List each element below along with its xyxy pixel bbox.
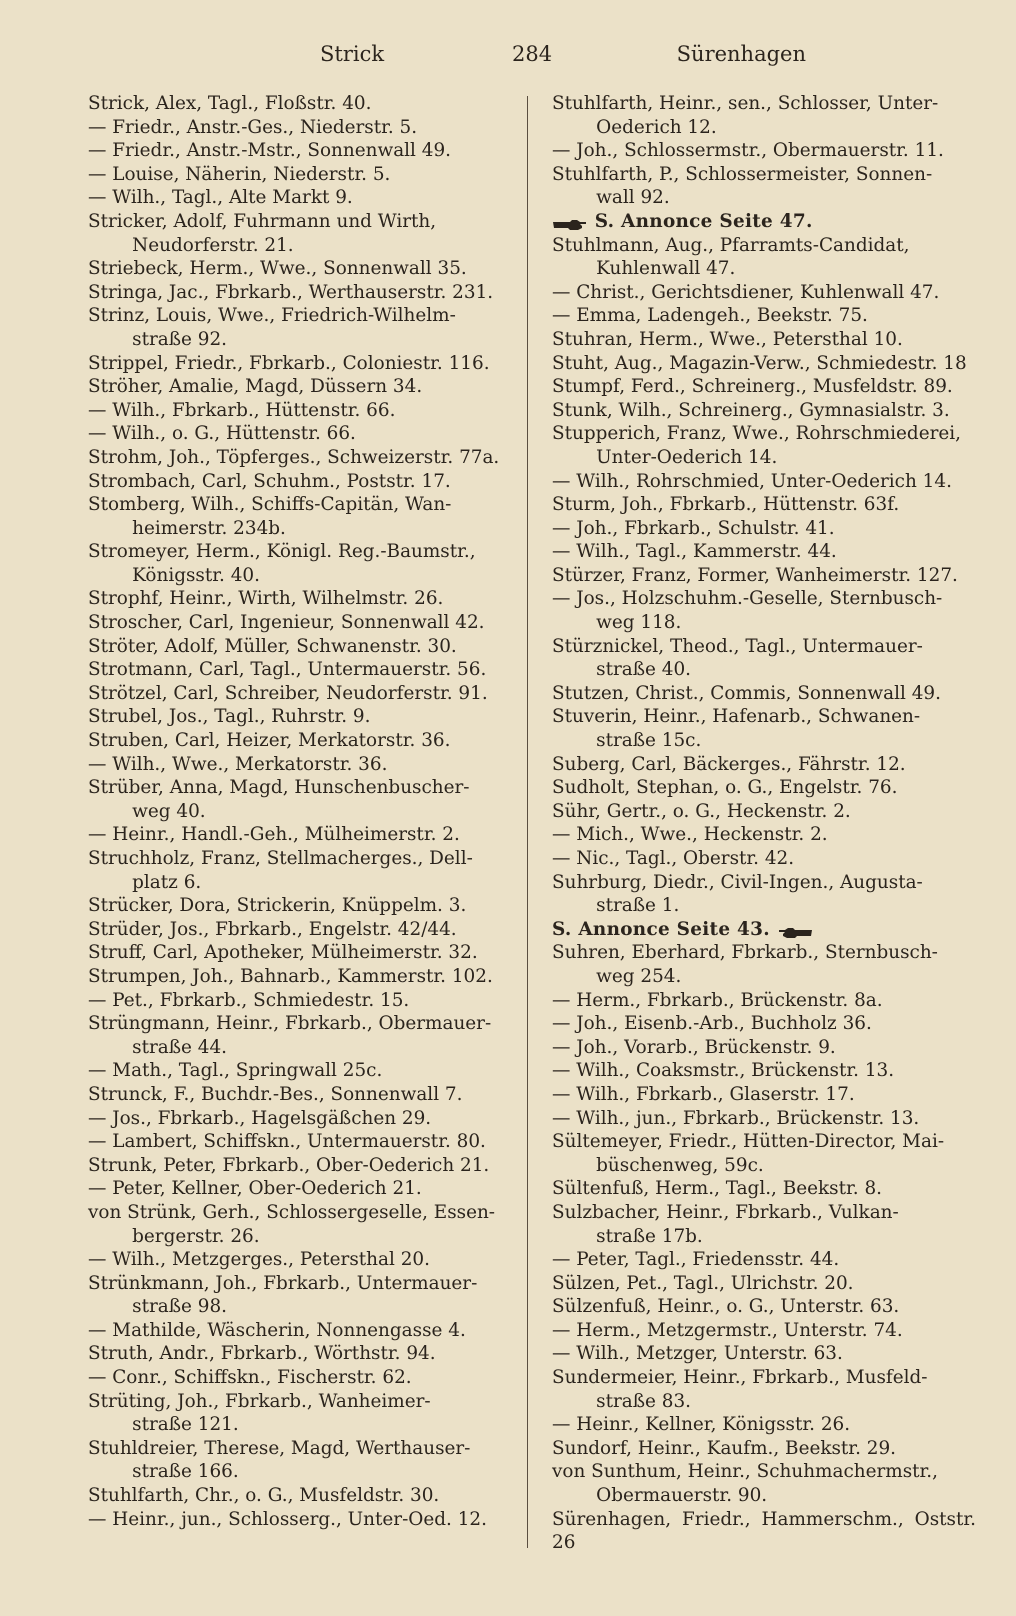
entry-line: — Wilh., jun., Fbrkarb., Brückenstr. 13. <box>552 1107 920 1129</box>
directory-entry <box>88 257 514 281</box>
entry-line: Stroscher, Carl, Ingenieur, Sonnenwall 42. <box>88 612 485 634</box>
entry-continuation: straße 121. <box>132 1414 239 1436</box>
entry-line: Strüber, Anna, Magd, Hunschenbuscher- <box>88 777 470 799</box>
entry-line: — Wilh., Fbrkarb., Glaserstr. 17. <box>552 1083 855 1105</box>
entry-line: — Wilh., Coaksmstr., Brückenstr. 13. <box>552 1060 895 1082</box>
directory-entry <box>552 1272 976 1296</box>
entry-line: Stuhran, Herm., Wwe., Petersthal 10. <box>552 328 903 350</box>
entry-line: — Joh., Schlossermstr., Obermauerstr. 11. <box>552 140 944 162</box>
entry-line: Sundermeier, Heinr., Fbrkarb., Musfeld- <box>552 1367 928 1389</box>
entry-line: Stuhldreier, Therese, Magd, Werthauser- <box>88 1437 471 1459</box>
directory-entry <box>552 705 976 752</box>
directory-entry <box>88 139 514 163</box>
directory-entry <box>552 1437 976 1461</box>
directory-entry <box>552 1201 976 1248</box>
entry-line: — Lambert, Schiffskn., Untermauerstr. 80. <box>88 1131 486 1153</box>
directory-entry <box>552 800 976 824</box>
directory-entry <box>88 587 514 611</box>
directory-entry <box>552 1508 976 1555</box>
right-column <box>552 92 976 1555</box>
entry-line: — Wilh., Metzgerges., Petersthal 20. <box>88 1249 430 1271</box>
entry-continuation: straße 98. <box>132 1296 228 1318</box>
entry-continuation: Königsstr. 40. <box>132 564 260 586</box>
directory-entry <box>88 989 514 1013</box>
directory-entry <box>552 328 976 352</box>
directory-entry <box>552 1295 976 1319</box>
annonce-text: S. Annonce Seite 47. <box>594 210 813 232</box>
entry-line: — Joh., Eisenb.-Arb., Buchholz 36. <box>552 1013 872 1035</box>
directory-entry <box>88 965 514 989</box>
entry-continuation: Obermauerstr. 90. <box>596 1485 768 1507</box>
entry-line: Struchholz, Franz, Stellmacherges., Dell- <box>88 848 473 869</box>
directory-entry <box>88 1154 514 1178</box>
directory-entry <box>552 352 976 376</box>
directory-entry <box>88 1107 514 1131</box>
entry-line: Stutzen, Christ., Commis, Sonnenwall 49. <box>552 682 941 704</box>
directory-entry <box>88 1319 514 1343</box>
entry-line: — Math., Tagl., Springwall 25c. <box>88 1060 383 1082</box>
entry-continuation: straße 44. <box>132 1036 228 1058</box>
entry-line: Stupperich, Franz, Wwe., Rohrschmiederei, <box>552 423 961 445</box>
directory-entry <box>88 375 514 399</box>
directory-entry <box>552 281 976 305</box>
directory-entry <box>552 92 976 139</box>
entry-line: Stuverin, Heinr., Hafenarb., Schwanen- <box>552 706 921 728</box>
directory-entry <box>88 776 514 823</box>
directory-entry <box>552 470 976 494</box>
entry-continuation: weg 254. <box>596 965 682 987</box>
directory-entry <box>552 1107 976 1131</box>
entry-line: — Pet., Fbrkarb., Schmiedestr. 15. <box>88 989 410 1011</box>
entry-line: — Wilh., Fbrkarb., Hüttenstr. 66. <box>88 399 396 421</box>
directory-entry <box>552 517 976 541</box>
directory-entry <box>552 776 976 800</box>
entry-line: Strunck, F., Buchdr.-Bes., Sonnenwall 7. <box>88 1083 463 1105</box>
entry-line: von Strünk, Gerh., Schlossergeselle, Essen- <box>88 1201 496 1223</box>
directory-entry <box>88 163 514 187</box>
page-header <box>88 42 932 74</box>
directory-entry <box>552 1130 976 1177</box>
directory-entry <box>88 1508 514 1532</box>
entry-line: — Conr., Schiffskn., Fischerstr. 62. <box>88 1367 412 1389</box>
entry-continuation: weg 118. <box>596 612 682 634</box>
entry-continuation: straße 15c. <box>596 730 702 752</box>
entry-line: Stromeyer, Herm., Königl. Reg.-Baumstr., <box>88 541 476 563</box>
directory-entry <box>88 682 514 706</box>
entry-line: — Peter, Tagl., Friedensstr. 44. <box>552 1249 840 1271</box>
directory-entry <box>88 422 514 446</box>
entry-continuation: straße 166. <box>132 1461 239 1483</box>
directory-entry <box>88 729 514 753</box>
entry-line: — Wilh., Tagl., Kammerstr. 44. <box>552 541 837 563</box>
directory-entry <box>88 1437 514 1484</box>
entry-line: Strüngmann, Heinr., Fbrkarb., Obermauer- <box>88 1013 492 1035</box>
directory-entry <box>552 635 976 682</box>
directory-entry <box>552 139 976 163</box>
directory-entry <box>88 540 514 587</box>
entry-line: Stürznickel, Theod., Tagl., Untermauer- <box>552 635 923 657</box>
entry-line: Strüder, Jos., Fbrkarb., Engelstr. 42/44. <box>88 918 457 940</box>
entry-line: — Wilh., Rohrschmied, Unter-Oederich 14. <box>552 470 952 492</box>
directory-entry <box>88 1177 514 1201</box>
entry-line: Stuhlfarth, Chr., o. G., Musfeldstr. 30. <box>88 1485 440 1507</box>
entry-continuation: Unter-Oederich 14. <box>596 446 778 468</box>
directory-entry <box>552 1036 976 1060</box>
entry-line: — Mathilde, Wäscherin, Nonnengasse 4. <box>88 1319 466 1341</box>
directory-entry <box>552 1248 976 1272</box>
directory-entry <box>552 682 976 706</box>
directory-entry <box>552 1460 976 1507</box>
directory-entry <box>552 941 976 988</box>
entry-line: — Jos., Holzschuhm.-Geselle, Sternbusch- <box>552 588 943 610</box>
entry-continuation: straße 92. <box>132 328 228 350</box>
entry-line: Stuht, Aug., Magazin-Verw., Schmiedestr. 18 <box>552 352 967 374</box>
entry-line: Strick, Alex, Tagl., Floßstr. 40. <box>88 93 372 114</box>
entry-line: Stringa, Jac., Fbrkarb., Werthauserstr. 231. <box>88 281 494 303</box>
directory-entry <box>88 493 514 540</box>
directory-entry <box>88 186 514 210</box>
entry-continuation: Kuhlenwall 47. <box>596 258 736 280</box>
annonce-text: S. Annonce Seite 43. <box>552 918 770 940</box>
entry-line: Stuhlfarth, Heinr., sen., Schlosser, Unter- <box>552 93 939 114</box>
entry-line: — Wilh., o. G., Hüttenstr. 66. <box>88 423 356 445</box>
directory-entry <box>88 352 514 376</box>
entry-line: von Sunthum, Heinr., Schuhmachermstr., <box>552 1461 938 1483</box>
directory-entry <box>552 753 976 777</box>
directory-entry <box>552 234 976 281</box>
entry-line: Sudholt, Stephan, o. G., Engelstr. 76. <box>552 777 898 799</box>
directory-entry <box>88 399 514 423</box>
entry-continuation: straße 40. <box>596 659 692 681</box>
entry-line: — Herm., Metzgermstr., Unterstr. 74. <box>552 1319 903 1341</box>
directory-entry <box>552 871 976 918</box>
entry-line: Suhrburg, Diedr., Civil-Ingen., Augusta- <box>552 871 923 893</box>
entry-line: Sundorf, Heinr., Kaufm., Beekstr. 29. <box>552 1437 897 1459</box>
entry-line: Ströher, Amalie, Magd, Düssern 34. <box>88 376 423 398</box>
directory-entry <box>552 1059 976 1083</box>
directory-entry <box>88 1272 514 1319</box>
entry-continuation: heimerstr. 234b. <box>132 517 286 539</box>
entry-line: Sültenfuß, Herm., Tagl., Beekstr. 8. <box>552 1178 883 1200</box>
directory-entry <box>88 635 514 659</box>
directory-entry <box>88 847 514 894</box>
entry-continuation: Neudorferstr. 21. <box>132 234 294 256</box>
entry-line: — Wilh., Metzger, Unterstr. 63. <box>552 1343 843 1365</box>
left-column <box>88 92 514 1531</box>
entry-line: Struth, Andr., Fbrkarb., Wörthstr. 94. <box>88 1343 436 1365</box>
directory-entry <box>552 1342 976 1366</box>
directory-entry <box>88 210 514 257</box>
directory-entry <box>552 1413 976 1437</box>
entry-line: Strüting, Joh., Fbrkarb., Wanheimer- <box>88 1390 431 1412</box>
entry-line: Sühr, Gertr., o. G., Heckenstr. 2. <box>552 800 851 822</box>
entry-line: Strohm, Joh., Töpferges., Schweizerstr. 77a. <box>88 446 500 468</box>
directory-entry <box>552 1177 976 1201</box>
directory-entry <box>88 823 514 847</box>
directory-entry <box>552 847 976 871</box>
entry-line: Ströter, Adolf, Müller, Schwanenstr. 30. <box>88 635 457 657</box>
directory-entry <box>552 540 976 564</box>
entry-line: — Peter, Kellner, Ober-Oederich 21. <box>88 1178 422 1200</box>
entry-line: Strumpen, Joh., Bahnarb., Kammerstr. 102. <box>88 965 493 987</box>
entry-continuation: straße 1. <box>596 895 680 917</box>
entry-line: Stomberg, Wilh., Schiffs-Capitän, Wan- <box>88 494 452 516</box>
directory-entry <box>88 611 514 635</box>
directory-entry <box>88 753 514 777</box>
directory-entry <box>88 1484 514 1508</box>
directory-entry <box>552 422 976 469</box>
entry-line: — Louise, Näherin, Niederstr. 5. <box>88 163 391 185</box>
directory-entry <box>88 470 514 494</box>
directory-entry <box>88 1342 514 1366</box>
directory-entry <box>88 446 514 470</box>
directory-entry <box>552 1083 976 1107</box>
directory-entry <box>88 304 514 351</box>
entry-continuation: straße 17b. <box>596 1225 703 1247</box>
entry-line: — Joh., Fbrkarb., Schulstr. 41. <box>552 517 835 539</box>
entry-line: Sülzen, Pet., Tagl., Ulrichstr. 20. <box>552 1272 854 1294</box>
directory-entry <box>552 375 976 399</box>
entry-line: Sürenhagen, Friedr., Hammerschm., Oststr. 26 <box>552 1508 976 1554</box>
directory-entry <box>88 1130 514 1154</box>
entry-line: Stuhlfarth, P., Schlossermeister, Sonnen- <box>552 163 933 185</box>
entry-line: — Heinr., Kellner, Königsstr. 26. <box>552 1414 851 1436</box>
annonce-reference <box>552 210 976 234</box>
directory-entry <box>88 941 514 965</box>
entry-continuation: wall 92. <box>596 187 670 209</box>
directory-entry <box>88 1201 514 1248</box>
entry-line: Strinz, Louis, Wwe., Friedrich-Wilhelm- <box>88 305 456 327</box>
directory-entry <box>552 564 976 588</box>
entry-line: — Jos., Fbrkarb., Hagelsgäßchen 29. <box>88 1107 432 1129</box>
entry-line: — Joh., Vorarb., Brückenstr. 9. <box>552 1036 836 1058</box>
entry-line: Struben, Carl, Heizer, Merkatorstr. 36. <box>88 730 451 752</box>
entry-line: Strotmann, Carl, Tagl., Untermauerstr. 56. <box>88 659 487 681</box>
entry-line: Suberg, Carl, Bäckerges., Fährstr. 12. <box>552 753 906 775</box>
directory-entry <box>552 1012 976 1036</box>
entry-line: — Wilh., Wwe., Merkatorstr. 36. <box>88 753 388 775</box>
annonce-reference <box>552 918 976 942</box>
entry-continuation: Oederich 12. <box>596 116 717 138</box>
directory-entry <box>552 587 976 634</box>
entry-line: — Mich., Wwe., Heckenstr. 2. <box>552 824 828 846</box>
entry-line: — Christ., Gerichtsdiener, Kuhlenwall 47. <box>552 281 940 303</box>
entry-line: — Heinr., Handl.-Geh., Mülheimerstr. 2. <box>88 824 460 846</box>
entry-line: — Friedr., Anstr.-Ges., Niederstr. 5. <box>88 116 418 138</box>
entry-line: Stricker, Adolf, Fuhrmann und Wirth, <box>88 210 437 232</box>
entry-line: Strombach, Carl, Schuhm., Poststr. 17. <box>88 470 451 492</box>
directory-entry <box>88 1083 514 1107</box>
entry-line: Stunk, Wilh., Schreinerg., Gymnasialstr. 3. <box>552 399 950 421</box>
entry-line: Strunk, Peter, Fbrkarb., Ober-Oederich 21. <box>88 1154 490 1176</box>
entry-line: Striebeck, Herm., Wwe., Sonnenwall 35. <box>88 258 467 280</box>
entry-continuation: bergerstr. 26. <box>132 1225 260 1247</box>
directory-entry <box>552 823 976 847</box>
directory-entry <box>88 1390 514 1437</box>
entry-line: Sülzenfuß, Heinr., o. G., Unterstr. 63. <box>552 1296 900 1318</box>
directory-entry <box>552 493 976 517</box>
header-left-keyword: Strick <box>320 42 385 66</box>
entry-continuation: platz 6. <box>132 871 202 893</box>
entry-line: Suhren, Eberhard, Fbrkarb., Sternbusch- <box>552 942 938 964</box>
directory-entry <box>88 1059 514 1083</box>
entry-line: — Friedr., Anstr.-Mstr., Sonnenwall 49. <box>88 140 452 162</box>
directory-entry <box>88 1012 514 1059</box>
entry-line: Strücker, Dora, Strickerin, Knüppelm. 3. <box>88 895 467 917</box>
entry-line: Stuhlmann, Aug., Pfarramts-Candidat, <box>552 234 910 256</box>
directory-entry <box>88 92 514 116</box>
entry-line: Strünkmann, Joh., Fbrkarb., Untermauer- <box>88 1272 478 1294</box>
directory-entry <box>88 281 514 305</box>
entry-line: Strippel, Friedr., Fbrkarb., Coloniestr. 116. <box>88 352 490 374</box>
entry-line: Stürzer, Franz, Former, Wanheimerstr. 127. <box>552 564 958 586</box>
directory-entry <box>88 894 514 918</box>
entry-line: — Heinr., jun., Schlosserg., Unter-Oed. 12. <box>88 1508 487 1530</box>
entry-continuation: straße 83. <box>596 1390 692 1412</box>
header-right-keyword: Sürenhagen <box>676 42 806 66</box>
directory-entry <box>88 1366 514 1390</box>
directory-entry <box>552 304 976 328</box>
entry-line: Sulzbacher, Heinr., Fbrkarb., Vulkan- <box>552 1201 899 1223</box>
directory-entry <box>552 989 976 1013</box>
directory-entry <box>88 918 514 942</box>
directory-entry <box>88 705 514 729</box>
directory-entry <box>552 163 976 210</box>
pointing-hand-icon <box>552 215 588 229</box>
entry-continuation: büschenweg, 59c. <box>596 1154 764 1176</box>
entry-continuation: weg 40. <box>132 800 206 822</box>
entry-line: Strubel, Jos., Tagl., Ruhrstr. 9. <box>88 706 371 728</box>
entry-line: Sültemeyer, Friedr., Hütten-Director, Mai- <box>552 1131 945 1153</box>
directory-entry <box>552 1366 976 1413</box>
directory-entry <box>88 1248 514 1272</box>
entry-line: — Herm., Fbrkarb., Brückenstr. 8a. <box>552 989 883 1011</box>
entry-line: — Nic., Tagl., Oberstr. 42. <box>552 848 795 869</box>
directory-entry <box>552 1319 976 1343</box>
entry-line: Strophf, Heinr., Wirth, Wilhelmstr. 26. <box>88 588 444 610</box>
entry-line: Sturm, Joh., Fbrkarb., Hüttenstr. 63f. <box>552 494 900 516</box>
entry-line: Strötzel, Carl, Schreiber, Neudorferstr. 91. <box>88 682 488 704</box>
pointing-hand-icon <box>777 923 813 937</box>
entry-line: Struff, Carl, Apotheker, Mülheimerstr. 32. <box>88 942 478 964</box>
directory-entry <box>552 399 976 423</box>
entry-line: — Wilh., Tagl., Alte Markt 9. <box>88 187 353 209</box>
page-number: 284 <box>512 42 553 66</box>
entry-line: — Emma, Ladengeh., Beekstr. 75. <box>552 305 868 327</box>
entry-line: Stumpf, Ferd., Schreinerg., Musfeldstr. 89. <box>552 376 953 398</box>
column-divider <box>527 96 528 1548</box>
directory-entry <box>88 658 514 682</box>
directory-entry <box>88 116 514 140</box>
